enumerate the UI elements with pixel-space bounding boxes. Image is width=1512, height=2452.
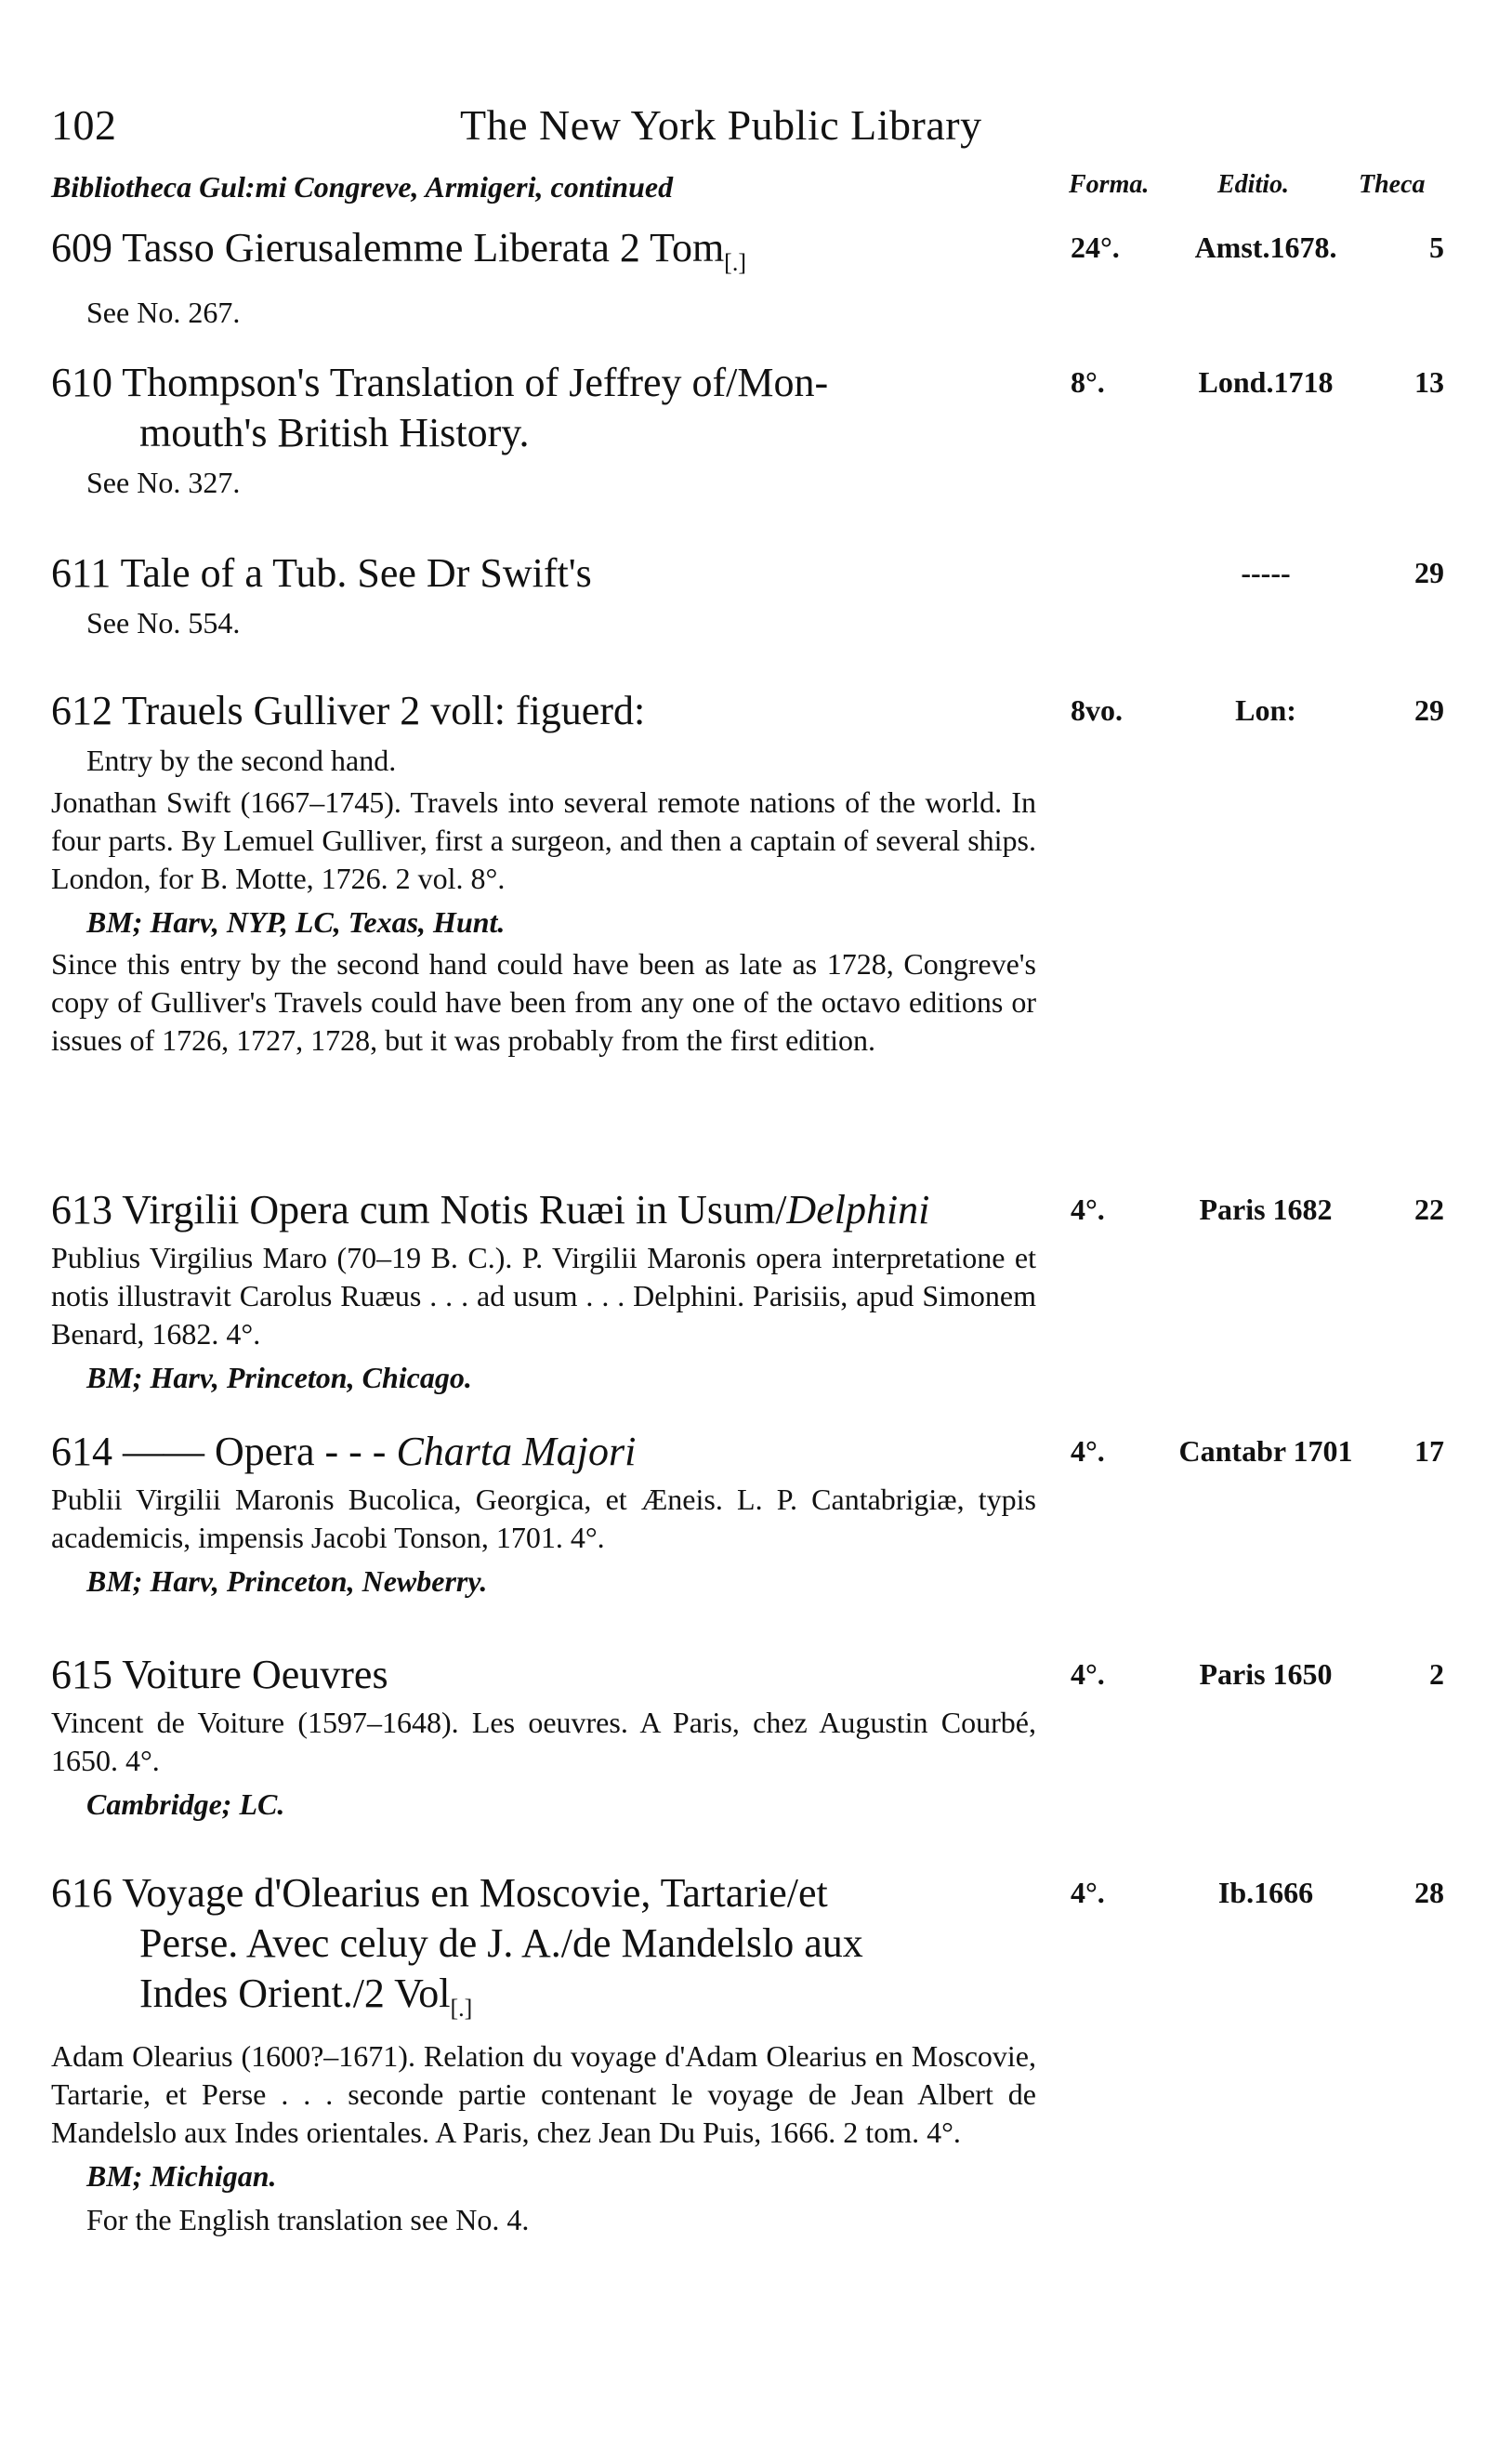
entry-comment: Since this entry by the second hand could have been as late as 1728, Congreve's copy of Gulliver's Travels could have been from any one of the octavo editions or issues of 1726, 1727, 1728, but it was probably from the first edition. [51,947,1037,1057]
entry-editio: Amst.1678. [1194,231,1337,264]
entry-editio: ----- [1241,556,1291,589]
entry-holdings: BM; Michigan. [86,2158,277,2193]
entry-title: 610 Thompson's Translation of Jeffrey of/Mon- [51,360,829,405]
column-header-forma: Forma. [1069,170,1150,199]
catalogue-entry [51,1427,1036,1601]
entry-forma: 24°. [1071,231,1120,264]
entry-see-reference: See No. 267. [86,295,241,329]
running-title: The New York Public Library [460,101,982,149]
catalogue-entry [51,1185,1036,1397]
entry-description: Vincent de Voiture (1597–1648). Les oeuvres. A Paris, chez Augustin Courbé, 1650. 4°. [51,1706,1036,1777]
entry-forma: 4°. [1071,1434,1105,1468]
catalogue-entry [51,223,1036,332]
entry-title: 612 Trauels Gulliver 2 voll: figuerd: [51,688,646,733]
catalogue-entry [51,548,1036,642]
entry-editio: Paris 1682 [1199,1193,1333,1226]
entry-holdings: BM; Harv, Princeton, Chicago. [86,1361,472,1394]
entry-title-continued: Perse. Avec celuy de J. A./de Mandelslo aux [139,1920,863,1966]
entry-title-continued: mouth's British History. [139,410,530,455]
catalogue-entry [51,686,1036,1060]
entry-theca: 22 [1414,1193,1444,1226]
entry-see-reference: See No. 327. [86,466,241,499]
entry-forma: 4°. [1071,1876,1105,1909]
entry-note: Entry by the second hand. [86,744,397,777]
entry-title: 611 Tale of a Tub. See Dr Swift's [51,550,592,596]
page-number: 102 [51,101,117,149]
entry-editio: Paris 1650 [1199,1657,1333,1691]
entry-description: Jonathan Swift (1667–1745). Travels into several remote nations of the world. In four parts. By Lemuel Gulliver, first a surgeon, and then a captain of several ships. London, for B. Motte, 1726. 2 vol. 8°. [51,785,1036,895]
entry-theca: 28 [1414,1876,1444,1909]
entry-description: Adam Olearius (1600?–1671). Relation du voyage d'Adam Olearius en Moscovie, Tartarie, et Perse . . . seconde partie contenant le voyage de Jean Albert de Mandelslo aux Indes orientales. A Paris, chez Jean Du Puis, 1666. 2 tom. 4°. [51,2038,1036,2149]
column-header-theca: Theca [1359,170,1426,199]
entry-description: Publii Virgilii Maronis Bucolica, Georgica, et Æneis. L. P. Cantabrigiæ, typis academicis, impensis Jacobi Tonson, 1701. 4°. [51,1483,1036,1554]
entry-editio: Lond.1718 [1198,365,1334,399]
entry-forma: 8vo. [1071,693,1123,727]
entry-holdings: Cambridge; LC. [86,1787,285,1821]
entry-see-reference: See No. 554. [86,606,241,639]
catalogue-entry [51,1868,1036,2239]
entry-title: 613 Virgilii Opera cum Notis Ruæi in Usum/Delphini [51,1187,930,1233]
entry-title-continued: Indes Orient./2 Vol$_{[.]}$ [139,1971,473,2022]
entry-title: 609 Tasso Gierusalemme Liberata 2 Tom$_{[.]}$ [51,225,746,276]
entry-title: 615 Voiture Oeuvres [51,1652,388,1697]
entry-note: For the English translation see No. 4. [86,2202,530,2236]
entry-title: 614 —— Opera - - - Charta Majori [51,1429,637,1474]
catalogue-entry [51,1650,1036,1824]
entry-editio: Cantabr 1701 [1178,1434,1353,1468]
entry-forma: 8°. [1071,365,1105,399]
entry-theca: 29 [1414,693,1444,727]
entry-editio: Lon: [1235,693,1296,727]
entry-description: Publius Virgilius Maro (70–19 B. C.). P. Virgilii Maronis opera interpretatione et notis illustravit Carolus Ruæus . . . ad usum . . . Delphini. Parisiis, apud Simonem Benard, 1682. 4°. [51,1241,1036,1351]
catalogue-entry [51,358,1036,502]
entry-theca: 13 [1414,365,1444,399]
entry-theca: 17 [1414,1434,1444,1468]
entry-theca: 5 [1429,231,1444,264]
column-header-editio: Editio. [1217,170,1290,199]
entry-theca: 29 [1414,556,1444,589]
entry-holdings: BM; Harv, Princeton, Newberry. [86,1564,488,1598]
entry-forma: 4°. [1071,1193,1105,1226]
entry-theca: 2 [1429,1657,1444,1691]
entry-title: 616 Voyage d'Olearius en Moscovie, Tartarie/et [51,1870,828,1916]
entry-forma: 4°. [1071,1657,1105,1691]
entry-holdings: BM; Harv, NYP, LC, Texas, Hunt. [86,905,506,939]
entry-editio: Ib.1666 [1217,1876,1314,1909]
section-subheading: Bibliotheca Gul:mi Congreve, Armigeri, continued [51,170,674,204]
